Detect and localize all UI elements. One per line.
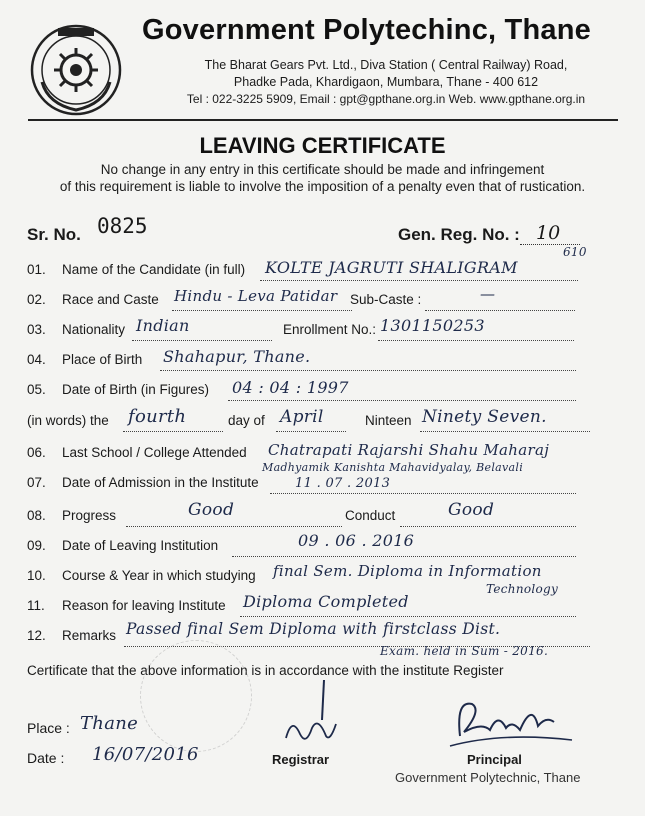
field-value: 09 . 06 . 2016: [298, 531, 415, 550]
field-place-of-birth: [27, 352, 142, 374]
field-name: [27, 262, 245, 284]
field-value: Hindu - Leva Patidar: [174, 287, 338, 305]
fill-line: [160, 370, 576, 371]
fill-line: [420, 431, 590, 432]
field-value: Passed final Sem Diploma with firstclass Dist.: [126, 620, 501, 638]
field-last-school: [27, 445, 247, 467]
day-value: fourth: [128, 406, 187, 427]
nineteen-label: Ninteen: [365, 413, 412, 428]
field-remarks: [27, 628, 116, 650]
gen-reg-value: 10: [536, 222, 561, 244]
institute-name: Government Polytechinc, Thane: [142, 14, 591, 46]
field-num: 11.: [27, 598, 45, 613]
fill-line: [228, 400, 576, 401]
institute-seal-icon: [28, 22, 124, 118]
field-label: Reason for leaving Institute: [62, 598, 226, 613]
principal-signature: [442, 692, 582, 754]
conduct-value: Good: [448, 500, 495, 520]
fill-line: [425, 310, 575, 311]
institute-stamp: [140, 640, 252, 752]
field-label: Name of the Candidate (in full): [62, 262, 246, 277]
field-label: Last School / College Attended: [62, 445, 247, 460]
field-label: Date of Leaving Institution: [62, 538, 219, 553]
principal-stamp-text: Government Polytechnic, Thane: [395, 770, 581, 785]
day-of-label: day of: [228, 413, 265, 428]
in-words-prefix: (in words) the: [27, 413, 109, 428]
sr-no-label: Sr. No.: [27, 225, 81, 244]
sr-no-value: 0825: [97, 214, 148, 238]
sub-caste-label: Sub-Caste :: [350, 292, 422, 307]
field-label: Race and Caste: [62, 292, 159, 307]
field-value: KOLTE JAGRUTI SHALIGRAM: [265, 258, 518, 277]
field-value: Shahapur, Thane.: [163, 347, 311, 366]
month-value: April: [280, 407, 324, 427]
date-label: Date :: [27, 750, 65, 766]
field-dob: [27, 382, 209, 404]
fill-line: [270, 493, 576, 494]
field-value-line2: Exam. held in Sum - 2016.: [380, 644, 549, 658]
field-value: 04 : 04 : 1997: [232, 378, 349, 397]
field-num: 07.: [27, 475, 46, 490]
enrollment-label: Enrollment No.:: [283, 322, 377, 337]
field-num: 02.: [27, 292, 46, 307]
fill-line: [132, 340, 272, 341]
field-num: 06.: [27, 445, 46, 460]
field-num: 05.: [27, 382, 46, 397]
field-num: 01.: [27, 262, 46, 277]
year-value: Ninety Seven.: [422, 407, 547, 427]
contact-line: Tel : 022-3225 5909, Email : gpt@gpthane.org.in Web. www.gpthane.org.in: [186, 92, 586, 106]
field-num: 10.: [27, 568, 46, 583]
field-value: Diploma Completed: [243, 592, 409, 611]
field-value: Chatrapati Rajarshi Shahu Maharaj: [268, 441, 550, 459]
field-num: 12.: [27, 628, 46, 643]
place-value: Thane: [80, 713, 139, 734]
fill-line: [260, 280, 578, 281]
fill-line: [232, 556, 576, 557]
certificate-title: LEAVING CERTIFICATE: [199, 133, 446, 158]
registrar-label: Registrar: [272, 752, 330, 767]
field-label: Remarks: [62, 628, 117, 643]
fill-line: [400, 526, 576, 527]
field-label: Date of Birth (in Figures): [62, 382, 210, 397]
notice-line-1: No change in any entry in this certificate should be made and infringement: [100, 162, 545, 177]
field-num: 03.: [27, 322, 46, 337]
registrar-signature: [278, 676, 348, 750]
field-admission-date: [27, 475, 259, 497]
address-line-1: The Bharat Gears Pvt. Ltd., Diva Station ( Central Railway) Road,: [204, 58, 568, 72]
fill-line: [123, 431, 223, 432]
field-value: 11 . 07 . 2013: [295, 476, 391, 491]
field-race-caste: [27, 292, 159, 314]
gen-reg-label: Gen. Reg. No. :: [398, 225, 520, 244]
conduct-label: Conduct: [345, 508, 396, 523]
field-value: final Sem. Diploma in Information: [273, 562, 542, 580]
field-value: Good: [188, 500, 235, 520]
fill-line: [240, 616, 576, 617]
fill-line: [172, 310, 352, 311]
header-divider: [28, 119, 618, 121]
sub-caste-value: —: [480, 285, 496, 303]
date-value: 16/07/2016: [92, 744, 199, 765]
notice-line-2: of this requirement is liable to involve the imposition of a penalty even that of rustication.: [59, 179, 586, 194]
place-label: Place :: [27, 720, 70, 736]
enrollment-value: 1301150253: [380, 316, 485, 335]
field-label: Nationality: [62, 322, 126, 337]
field-leaving-date: [27, 538, 218, 560]
field-value: Indian: [136, 316, 190, 335]
fill-line: [276, 431, 346, 432]
field-num: 09.: [27, 538, 46, 553]
fill-line: [378, 340, 574, 341]
field-label: Course & Year in which studying: [62, 568, 256, 583]
address-line-2: Phadke Pada, Khardigaon, Mumbara, Thane - 400 612: [233, 75, 539, 89]
certification-statement: Certificate that the above information is in accordance with the institute Register: [27, 663, 504, 678]
field-value-line2: Madhyamik Kanishta Mahavidyalay, Belavali: [262, 461, 524, 474]
field-label: Progress: [62, 508, 117, 523]
field-value-line2: Technology: [486, 582, 559, 596]
gen-reg-extra: 610: [563, 245, 587, 259]
field-progress: [27, 508, 116, 530]
field-label: Date of Admission in the Institute: [62, 475, 259, 490]
field-num: 04.: [27, 352, 46, 367]
field-label: Place of Birth: [62, 352, 143, 367]
field-course-year: [27, 568, 256, 590]
field-num: 08.: [27, 508, 46, 523]
field-leaving-reason: [27, 598, 226, 620]
principal-label: Principal: [467, 752, 522, 767]
fill-line: [126, 526, 342, 527]
field-nationality: [27, 322, 125, 344]
